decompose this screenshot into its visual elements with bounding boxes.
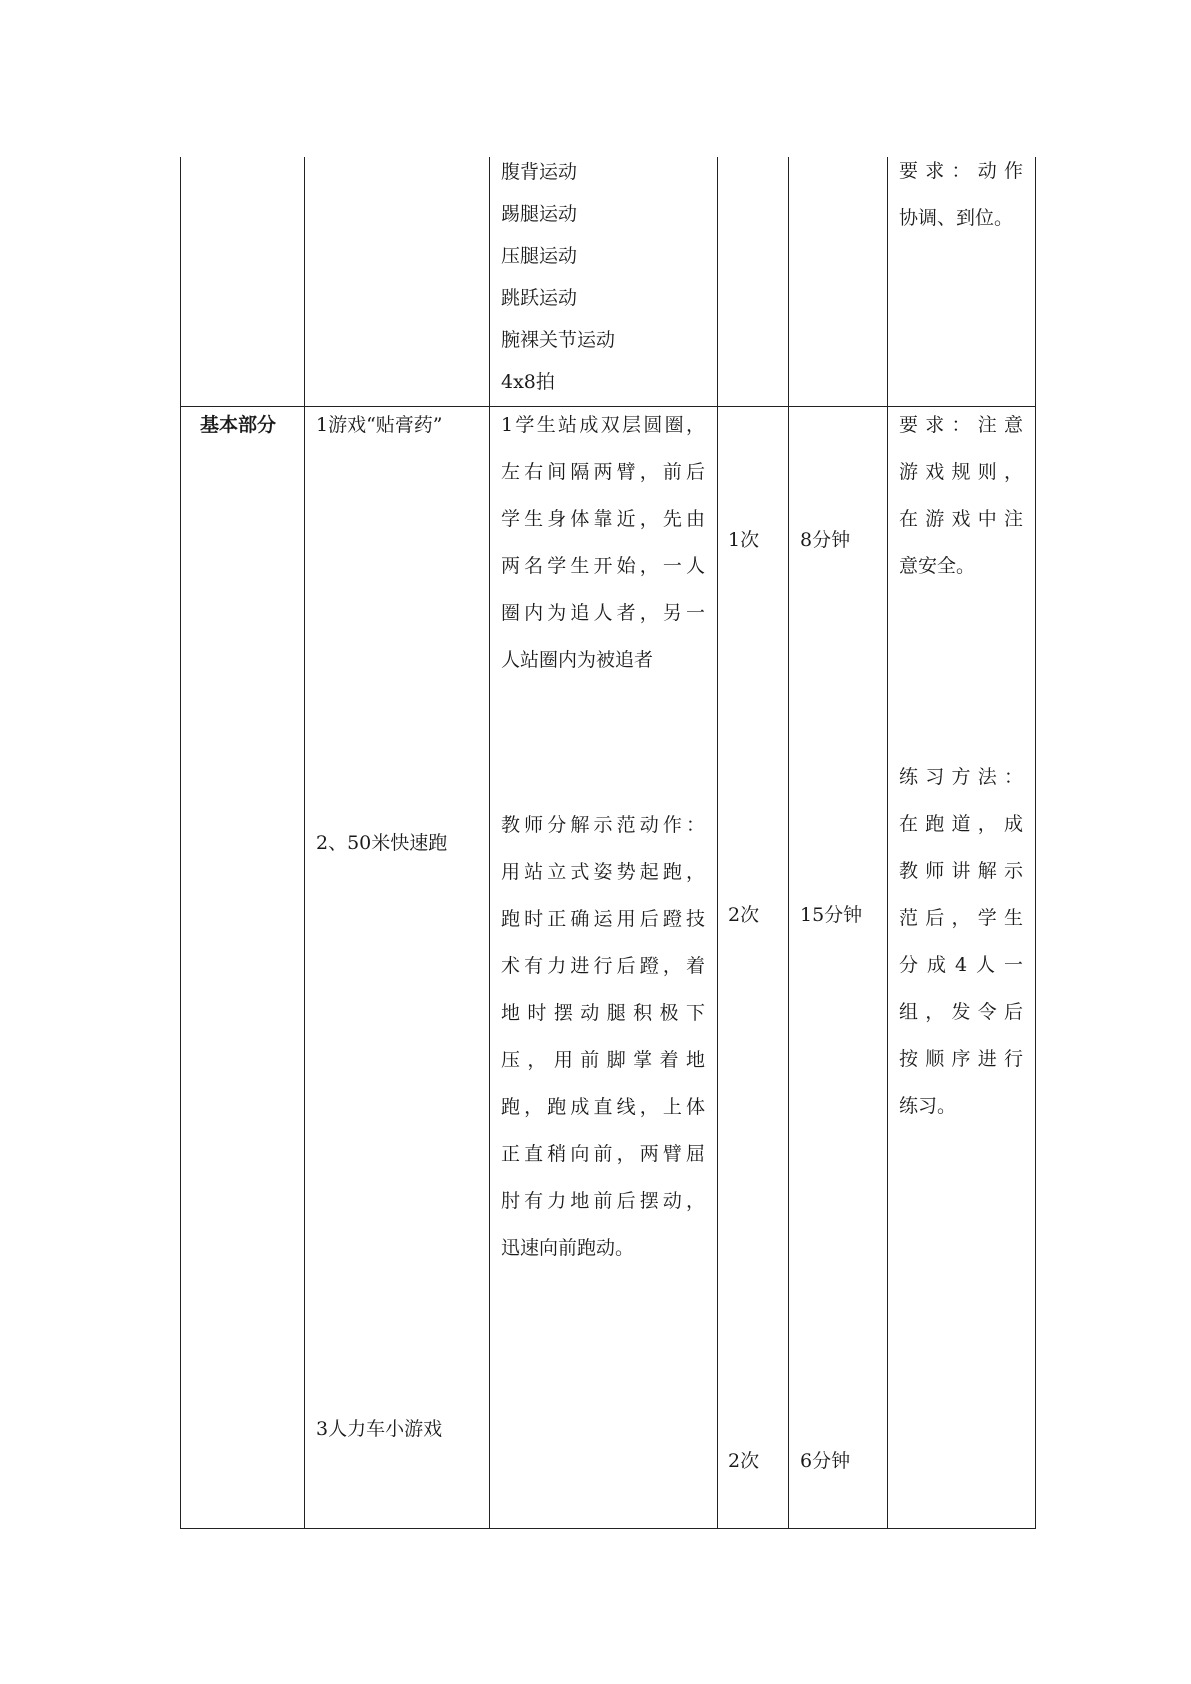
- note-line: 游戏规则，: [899, 461, 1023, 483]
- note-line: 在跑道，成: [899, 813, 1023, 835]
- count-1: 1次: [728, 529, 760, 551]
- item-3-label: 3人力车小游戏: [316, 1418, 443, 1440]
- content-line: 4x8拍: [501, 371, 555, 393]
- content-line: 圈内为追人者，另一: [501, 602, 705, 624]
- time-3: 6分钟: [800, 1450, 851, 1472]
- table-border-left: [180, 157, 181, 1529]
- content-line: 腹背运动: [501, 161, 578, 183]
- content-line: 学生身体靠近，先由: [501, 508, 705, 530]
- content-line: 压，用前脚掌着地: [501, 1049, 705, 1071]
- warmup-content-cell: [501, 151, 711, 403]
- count-2: 2次: [728, 904, 760, 926]
- item-2-label: 2、50米快速跑: [316, 832, 448, 854]
- warmup-note-cell: [899, 148, 1023, 242]
- note-line: 范后，学生: [899, 907, 1023, 929]
- note-line: 按顺序进行: [899, 1048, 1023, 1070]
- column-divider-4: [788, 157, 789, 1529]
- content-line: 地时摆动腿积极下: [501, 1002, 705, 1024]
- note-line: 要求：动作: [899, 160, 1023, 182]
- column-divider-2: [489, 157, 490, 1529]
- content-line: 跳跃运动: [501, 287, 578, 309]
- column-divider-1: [304, 157, 305, 1529]
- content-line: 肘有力地前后摆动，: [501, 1190, 705, 1212]
- content-line: 1学生站成双层圆圈，: [501, 414, 705, 436]
- content-line: 跑时正确运用后蹬技: [501, 908, 705, 930]
- note-line: 协调、到位。: [899, 207, 1014, 229]
- content-line: 两名学生开始，一人: [501, 555, 705, 577]
- note-line: 在游戏中注: [899, 508, 1023, 530]
- sprint-content-cell: [501, 802, 705, 1272]
- note-line: 练习方法：: [899, 766, 1023, 788]
- count-3: 2次: [728, 1450, 760, 1472]
- content-line: 跑，跑成直线，上体: [501, 1096, 705, 1118]
- section-label: 基本部分: [200, 414, 277, 436]
- note-line: 教师讲解示: [899, 860, 1023, 882]
- note-line: 分成4人一: [899, 954, 1023, 976]
- game-note-cell: [899, 402, 1023, 590]
- time-1: 8分钟: [800, 529, 851, 551]
- note-line: 要求：注意: [899, 414, 1023, 436]
- item-1-label: 1游戏“贴膏药”: [316, 414, 443, 436]
- note-line: 组，发令后: [899, 1001, 1023, 1023]
- content-line: 左右间隔两臂，前后: [501, 461, 705, 483]
- content-line: 踢腿运动: [501, 203, 578, 225]
- sprint-note-cell: [899, 754, 1023, 1130]
- content-line: 教师分解示范动作：: [501, 814, 705, 836]
- table-border-bottom: [180, 1528, 1036, 1529]
- content-line: 正直稍向前，两臂屈: [501, 1143, 705, 1165]
- note-line: 练习。: [899, 1095, 957, 1117]
- content-line: 压腿运动: [501, 245, 578, 267]
- time-2: 15分钟: [800, 904, 863, 926]
- table-border-right: [1035, 157, 1036, 1529]
- content-line: 用站立式姿势起跑，: [501, 861, 705, 883]
- column-divider-3: [717, 157, 718, 1529]
- content-line: 术有力进行后蹬，着: [501, 955, 705, 977]
- content-line: 迅速向前跑动。: [501, 1237, 635, 1259]
- note-line: 意安全。: [899, 555, 976, 577]
- column-divider-5: [887, 157, 888, 1529]
- game-content-cell: [501, 402, 705, 684]
- content-line: 腕裸关节运动: [501, 329, 616, 351]
- content-line: 人站圈内为被追者: [501, 649, 654, 671]
